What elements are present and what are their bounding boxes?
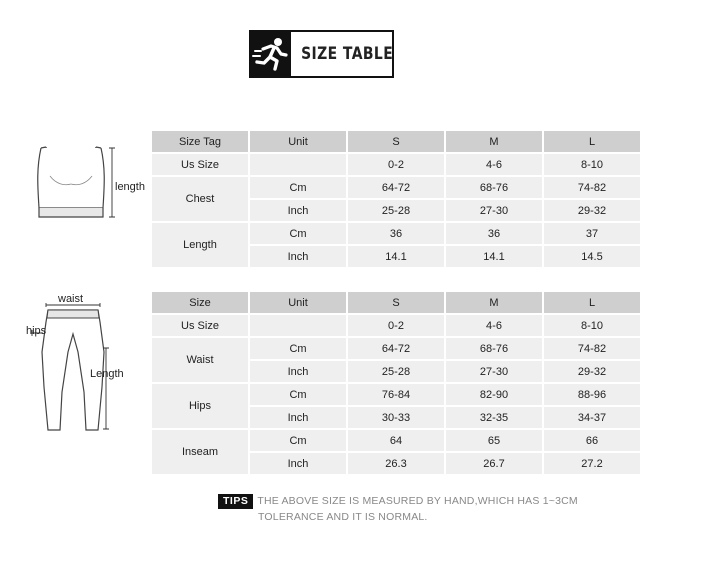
table-cell: 65: [446, 430, 542, 451]
table-cell: 32-35: [446, 407, 542, 428]
tips-tag: TIPS: [218, 494, 253, 509]
header-cell: Size Tag: [152, 131, 248, 152]
table-cell: 14.1: [348, 246, 444, 267]
table-cell: 64-72: [348, 177, 444, 198]
sports-bra-illustration: [24, 140, 149, 230]
table-cell: 29-32: [544, 361, 640, 382]
table-row: [152, 177, 640, 198]
table-row: [152, 430, 640, 451]
table-cell: 4-6: [446, 315, 542, 336]
header-cell: L: [544, 131, 640, 152]
unit-cell: Cm: [250, 430, 346, 451]
table-row: [152, 154, 640, 175]
table-cell: 8-10: [544, 315, 640, 336]
header-row: [152, 131, 640, 152]
table-cell: 26.7: [446, 453, 542, 474]
unit-cell: [250, 154, 346, 175]
length-label: Length: [90, 368, 124, 380]
bottom-size-table: [150, 290, 642, 476]
header-cell: S: [348, 292, 444, 313]
table-cell: 36: [446, 223, 542, 244]
table-cell: 64-72: [348, 338, 444, 359]
table-cell: 30-33: [348, 407, 444, 428]
table-cell: 64: [348, 430, 444, 451]
page-title: SIZE TABLE: [301, 44, 394, 64]
header-cell: S: [348, 131, 444, 152]
table-cell: 74-82: [544, 338, 640, 359]
header-cell: Unit: [250, 292, 346, 313]
table-cell: 34-37: [544, 407, 640, 428]
table-cell: 8-10: [544, 154, 640, 175]
table-row: [152, 338, 640, 359]
group-label: Length: [152, 223, 248, 267]
header-cell: M: [446, 131, 542, 152]
tips-line-1: THE ABOVE SIZE IS MEASURED BY HAND,WHICH HAS 1~3CM: [257, 495, 578, 507]
tips-line-2: TOLERANCE AND IT IS NORMAL.: [258, 511, 428, 523]
unit-cell: Cm: [250, 223, 346, 244]
leggings-illustration: [24, 292, 149, 437]
row-label: Us Size: [152, 315, 248, 336]
table-cell: 25-28: [348, 361, 444, 382]
table-cell: 82-90: [446, 384, 542, 405]
table-row: [152, 315, 640, 336]
hips-label: hips: [26, 325, 47, 337]
group-label: Waist: [152, 338, 248, 382]
table-cell: 27.2: [544, 453, 640, 474]
header-row: [152, 292, 640, 313]
table-cell: 74-82: [544, 177, 640, 198]
table-row: [152, 223, 640, 244]
row-label: Us Size: [152, 154, 248, 175]
table-cell: 4-6: [446, 154, 542, 175]
unit-cell: Cm: [250, 338, 346, 359]
unit-cell: Cm: [250, 384, 346, 405]
unit-cell: Inch: [250, 200, 346, 221]
header-cell: L: [544, 292, 640, 313]
table-cell: 88-96: [544, 384, 640, 405]
header-cell: Unit: [250, 131, 346, 152]
table-row: [152, 384, 640, 405]
tips-note: [218, 493, 638, 525]
group-label: Chest: [152, 177, 248, 221]
table-cell: 68-76: [446, 177, 542, 198]
table-cell: 14.5: [544, 246, 640, 267]
top-size-table: [150, 129, 642, 269]
table-cell: 68-76: [446, 338, 542, 359]
table-cell: 26.3: [348, 453, 444, 474]
table-cell: 29-32: [544, 200, 640, 221]
unit-cell: Cm: [250, 177, 346, 198]
unit-cell: Inch: [250, 361, 346, 382]
table-cell: 0-2: [348, 154, 444, 175]
table-cell: 66: [544, 430, 640, 451]
table-cell: 36: [348, 223, 444, 244]
header-cell: M: [446, 292, 542, 313]
unit-cell: Inch: [250, 407, 346, 428]
size-table-badge: [249, 30, 394, 78]
unit-cell: [250, 315, 346, 336]
header-cell: Size: [152, 292, 248, 313]
table-cell: 14.1: [446, 246, 542, 267]
group-label: Inseam: [152, 430, 248, 474]
length-label: length: [115, 181, 145, 193]
unit-cell: Inch: [250, 453, 346, 474]
waist-label: waist: [58, 293, 84, 305]
table-cell: 37: [544, 223, 640, 244]
running-person-icon: [251, 32, 291, 76]
table-cell: 27-30: [446, 200, 542, 221]
unit-cell: Inch: [250, 246, 346, 267]
table-cell: 0-2: [348, 315, 444, 336]
table-cell: 76-84: [348, 384, 444, 405]
table-cell: 27-30: [446, 361, 542, 382]
table-cell: 25-28: [348, 200, 444, 221]
group-label: Hips: [152, 384, 248, 428]
